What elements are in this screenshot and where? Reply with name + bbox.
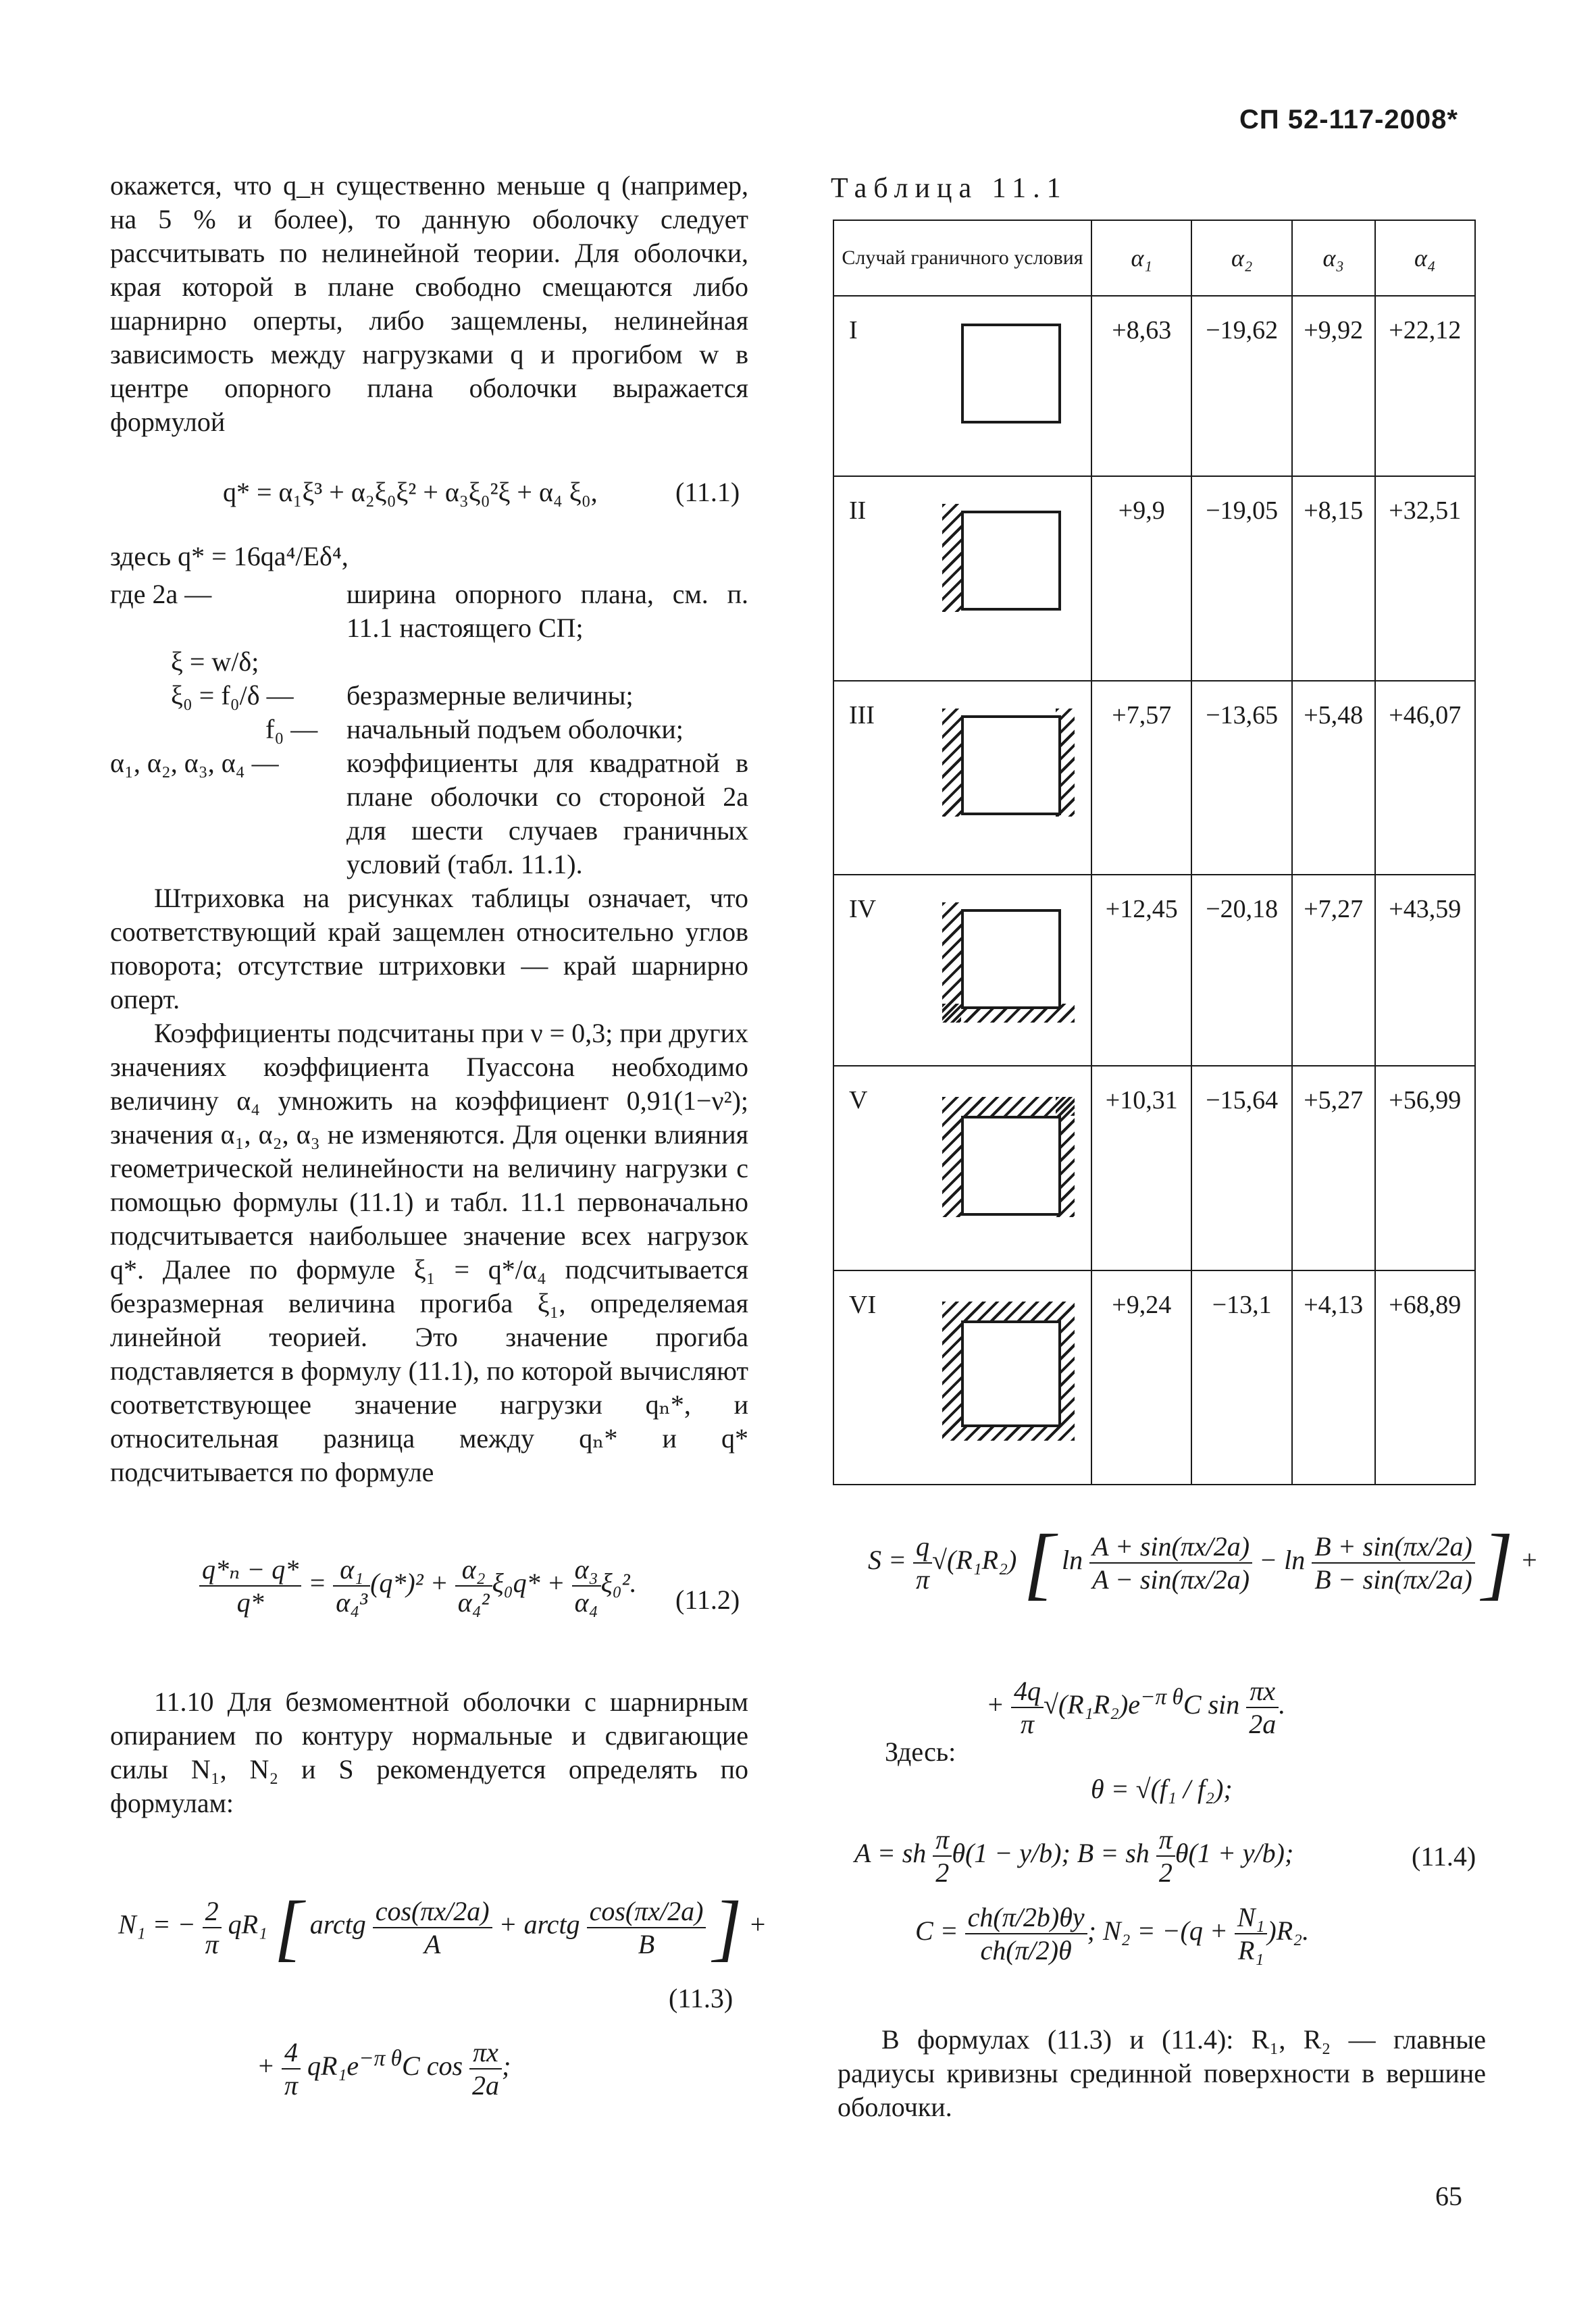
column-header-alpha2: α₂ [1191, 220, 1291, 296]
case-label: III [849, 701, 875, 729]
coefficients-table [833, 220, 1476, 1485]
value-cell: +5,27 [1292, 1066, 1375, 1270]
case-cell [833, 1270, 1091, 1485]
table-row [833, 681, 1475, 875]
def-text: начальный подъем оболочки; [346, 714, 684, 744]
case-cell [833, 681, 1091, 875]
table-row [833, 1270, 1475, 1485]
case-cell [833, 296, 1091, 476]
case-label: IV [849, 895, 877, 923]
case-label: I [849, 316, 858, 344]
here-label: Здесь: [885, 1737, 956, 1767]
def-text: ширина опорного плана, см. п. 11.1 настоящего СП; [346, 579, 748, 643]
equation-11-2: $\frac{\text{q*ₙ − q*}}{q*}$ = $\frac{\text{α₁}}{\text{α₄³}}$ (q*)² + $\frac{\text{α₂}}{\text{α₄²}}$ ξ₀q* + $\frac{\text{α₃}}{\text{α₄}}$ ξ₀². [199, 1553, 637, 1618]
def-term: α₁, α₂, α₃, α₄ — [110, 748, 279, 778]
equation-A-B: A = sh $\frac{\pi}{2}$ θ(1 − y/b); B = sh $\frac{\pi}{2}$ θ(1 + y/b); [854, 1824, 1294, 1888]
equation-number-11-2: (11.2) [675, 1585, 740, 1615]
value-cell: +68,89 [1375, 1270, 1475, 1485]
case-label: VI [849, 1291, 877, 1319]
table-row [833, 476, 1475, 681]
document-code: СП 52-117-2008* [1239, 105, 1458, 134]
def-term: f₀ — [265, 714, 318, 744]
value-cell: −20,18 [1191, 875, 1291, 1066]
value-cell: +9,9 [1091, 476, 1191, 681]
def-term: ξ₀ = f₀/δ — [171, 680, 294, 711]
column-header-alpha3: α₃ [1292, 220, 1375, 296]
value-cell: +9,24 [1091, 1270, 1191, 1485]
theta-definition: θ = √(f₁ / f₂); [1091, 1774, 1233, 1804]
def-text: безразмерные величины; [346, 680, 634, 711]
column-header-alpha1: α₁ [1091, 220, 1191, 296]
value-cell: −15,64 [1191, 1066, 1291, 1270]
equation-number-11-1: (11.1) [675, 477, 740, 507]
closing-paragraph: В формулах (11.3) и (11.4): R₁, R₂ — главные радиусы кривизны срединной поверхности в вершине оболочки. [838, 2024, 1486, 2122]
case-cell [833, 1066, 1091, 1270]
value-cell: +7,27 [1292, 875, 1375, 1066]
table-caption: Таблица 11.1 [831, 173, 1068, 204]
equation-S-continued: + $\frac{4q}{\pi}$ $√(R_1R_2)e^{-\pi \theta}C$ sin $\frac{\pi x}{2a}$ . [986, 1676, 1286, 1739]
value-cell: +32,51 [1375, 476, 1475, 681]
value-cell: +8,63 [1091, 296, 1191, 476]
value-cell: +43,59 [1375, 875, 1475, 1066]
column-header-case: Случай граничного условия [833, 220, 1091, 296]
def-term: где 2a — [110, 579, 212, 609]
equation-S: S = $\frac{q}{\pi}$ √(R₁R₂) [ ln $\frac{A + \sin(\pi x/2a)}{A - \sin(\pi x/2a)}$ − ln $\frac{B + \sin(\pi x/2a)}{B - \sin(\pi x/2a)}$ ] + [868, 1518, 1539, 1608]
value-cell: +9,92 [1292, 296, 1375, 476]
value-cell: +56,99 [1375, 1066, 1475, 1270]
value-cell: −19,62 [1191, 296, 1291, 476]
paragraph-3: Коэффициенты подсчитаны при ν = 0,3; при других значениях коэффициента Пуассона необходимо величину α₄ умножить на коэффициент 0,91(1−ν²); значения α₁, α₂, α₃ не изменяются. Для оценки влияния геометрической нелинейности на величину нагрузки с помощью формулы (11.1) и табл. 11.1 первоначально подсчитывается наибольшее значение всех нагрузок q*. Далее по формуле ξ₁ = q*/α₄ подсчитывается безразмерная величина прогиба ξ₁, определяемая линейной теорией. Это значение прогиба подставляется в формулу (11.1), по которой вычисляют соответствующее значение нагрузки qₙ*, и относительная разница между qₙ* и q* подсчитывается по формуле [110, 1018, 748, 1487]
page-number: 65 [1435, 2181, 1462, 2211]
value-cell: +12,45 [1091, 875, 1191, 1066]
value-cell: +7,57 [1091, 681, 1191, 875]
here-definition: здесь q* = 16qa⁴/Eδ⁴, [110, 541, 349, 571]
case-label: V [849, 1086, 868, 1114]
paragraph-1: окажется, что q_н существенно меньше q (например, на 5 % и более), то данную оболочку следует рассчитывать по нелинейной теории. Для оболочки, края которой в плане свободно смещаются либо шарнирно оперты, либо защемлены, нелинейная зависимость между нагрузками q и прогибом w в центре опорного плана оболочки выражается формулой [110, 170, 748, 437]
definitions-list [110, 577, 748, 881]
value-cell: −13,65 [1191, 681, 1291, 875]
section-11-10 [110, 1685, 748, 1820]
paragraph-4: 11.10 Для безмоментной оболочки с шарнирным опиранием по контуру нормальные и сдвигающие силы N₁, N₂ и S рекомендуется определять по формулам: [110, 1687, 748, 1818]
value-cell: +22,12 [1375, 296, 1475, 476]
case-label: II [849, 496, 867, 525]
equation-number-11-3: (11.3) [669, 1983, 733, 2013]
value-cell: +46,07 [1375, 681, 1475, 875]
value-cell: +4,13 [1292, 1270, 1375, 1485]
def-term: ξ = w/δ; [171, 646, 259, 677]
value-cell: +8,15 [1292, 476, 1375, 681]
value-cell: −19,05 [1191, 476, 1291, 681]
def-text: коэффициенты для квадратной в плане оболочки со стороной 2a для шести случаев граничных условий (табл. 11.1). [346, 748, 748, 879]
column-header-alpha4: α₄ [1375, 220, 1475, 296]
body-text [110, 881, 748, 1489]
equation-C-N2: C = $\frac{ch(\pi/2b)\theta y}{ch(\pi/2)\theta}$ ; N₂ = −(q + $\frac{\text{N₁}}{\text{R₁}}$ )R₂. [915, 1902, 1310, 1965]
case-cell [833, 875, 1091, 1066]
intro-paragraph [110, 169, 748, 439]
table-row [833, 1066, 1475, 1270]
table-header-row [833, 220, 1475, 296]
value-cell: +5,48 [1292, 681, 1375, 875]
equation-11-3: N₁ = − $\frac{2}{\pi}$ qR₁ [ arctg $\frac{\cos(\pi x/2a)}{A}$ + arctg $\frac{\cos(\pi x/2a)}{B}$ ] + [118, 1886, 767, 1968]
equation-11-1: q* = α₁ξ³ + α₂ξ₀ξ² + α₃ξ₀²ξ + α₄ ξ₀, [223, 477, 598, 507]
value-cell: −13,1 [1191, 1270, 1291, 1485]
table-row [833, 296, 1475, 476]
table-row [833, 875, 1475, 1066]
case-cell [833, 476, 1091, 681]
paragraph-2: Штриховка на рисунках таблицы означает, что соответствующий край защемлен относительно углов поворота; отсутствие штриховки — край шарнирно оперт. [110, 883, 748, 1014]
value-cell: +10,31 [1091, 1066, 1191, 1270]
equation-number-11-4: (11.4) [1412, 1841, 1476, 1872]
equation-11-3-continued: + $\frac{4}{\pi}$ $qR_1e^{-\pi \theta}C$ cos $\frac{\pi x}{2a}$ ; [257, 2037, 511, 2101]
